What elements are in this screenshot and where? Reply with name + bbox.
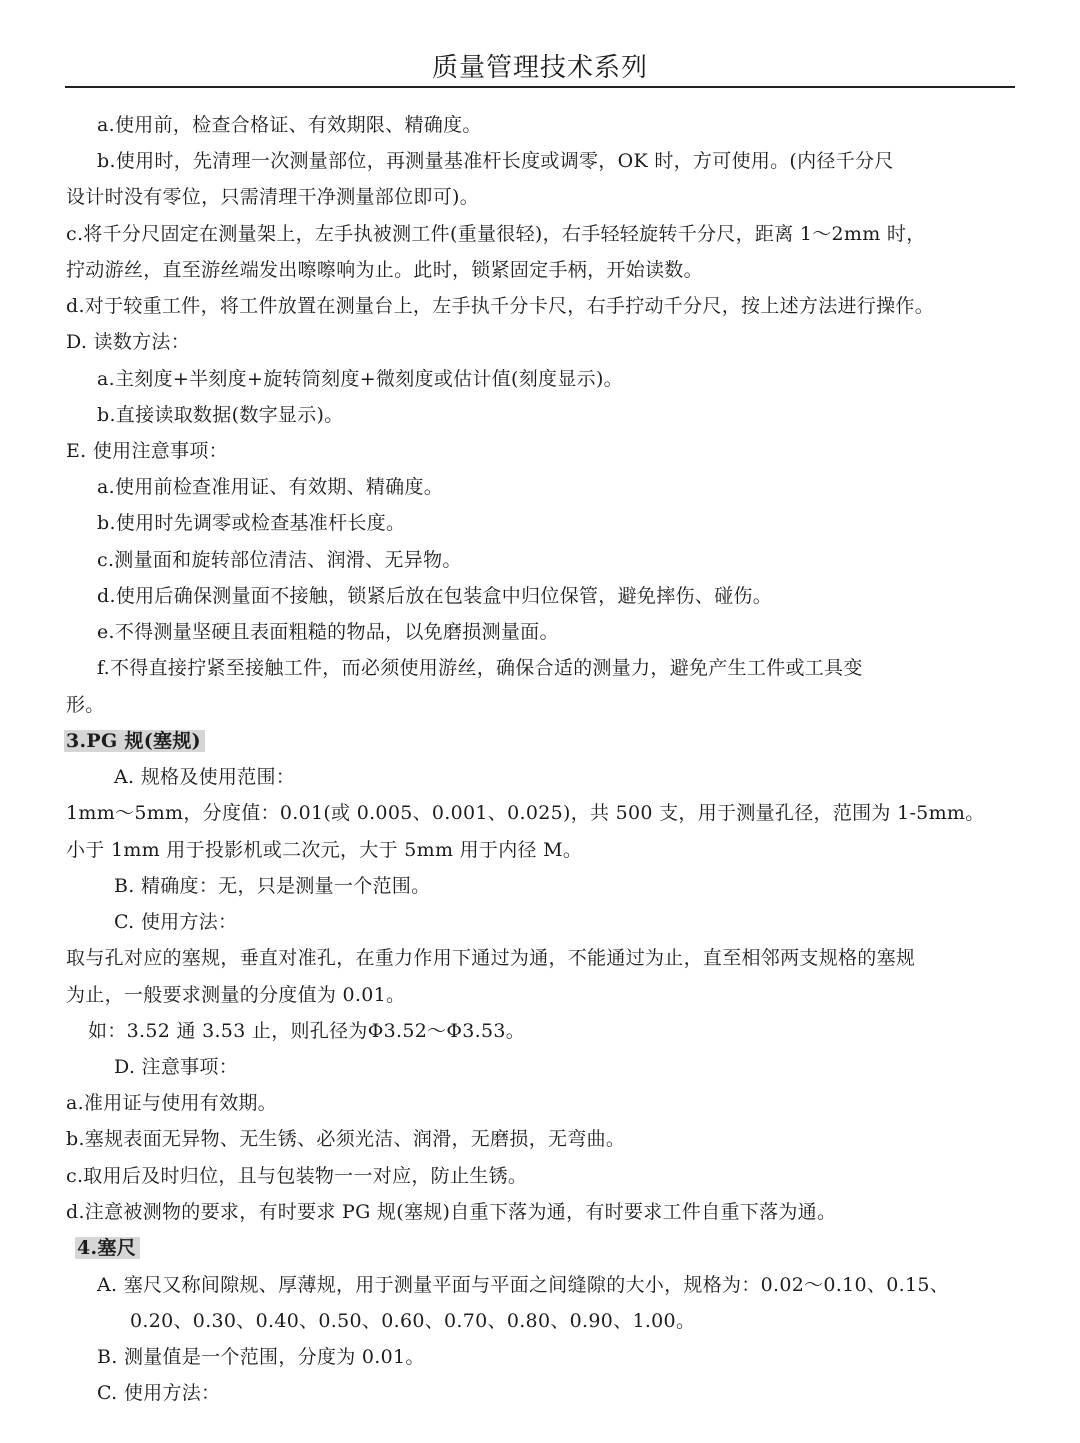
section-heading-e: E. 使用注意事项：	[66, 440, 228, 462]
text-line: f.不得直接拧紧至接触工件，而必须使用游丝，确保合适的测量力，避免产生工件或工具变	[97, 657, 863, 679]
section-heading-d: D. 读数方法：	[66, 331, 191, 353]
text-line: d.注意被测物的要求，有时要求 PG 规(塞规)自重下落为通，有时要求工件自重下落为通。	[66, 1201, 837, 1223]
text-line: 如：3.52 通 3.53 止，则孔径为Φ3.52～Φ3.53。	[88, 1020, 526, 1042]
text-line: 取与孔对应的塞规，垂直对准孔，在重力作用下通过为通，不能通过为止，直至相邻两支规格的塞规	[66, 947, 916, 969]
text-line: d.使用后确保测量面不接触，锁紧后放在包装盒中归位保管，避免摔伤、碰伤。	[97, 585, 773, 607]
subsection-heading: B. 精确度：无，只是测量一个范围。	[114, 875, 431, 897]
text-line: 小于 1mm 用于投影机或二次元，大于 5mm 用于内径 M。	[66, 839, 583, 861]
text-line: a.使用前，检查合格证、有效期限、精确度。	[97, 114, 482, 136]
header-divider	[65, 86, 1015, 88]
text-line: c.将千分尺固定在测量架上，左手执被测工件(重量很轻)，右手轻轻旋转千分尺，距离 1～2mm 时，	[66, 223, 926, 245]
subsection-heading: C. 使用方法：	[97, 1382, 221, 1404]
text-line: A. 塞尺又称间隙规、厚薄规，用于测量平面与平面之间缝隙的大小，规格为：0.02～0.10、0.15、	[97, 1274, 950, 1296]
text-line: c.取用后及时归位，且与包装物一一对应，防止生锈。	[66, 1165, 528, 1187]
page-header-title: 质量管理技术系列	[431, 53, 648, 83]
text-line: b.直接读取数据(数字显示)。	[97, 404, 344, 426]
text-line: B. 测量值是一个范围，分度为 0.01。	[97, 1346, 425, 1368]
subsection-heading: D. 注意事项：	[114, 1056, 239, 1078]
text-line: 0.20、0.30、0.40、0.50、0.60、0.70、0.80、0.90、1.00。	[130, 1310, 696, 1332]
text-line: 1mm～5mm，分度值：0.01(或 0.005、0.001、0.025)，共 500 支，用于测量孔径，范围为 1-5mm。	[66, 802, 985, 824]
text-line: e.不得测量坚硬且表面粗糙的物品，以免磨损测量面。	[97, 621, 559, 643]
text-line: a.主刻度+半刻度+旋转筒刻度+微刻度或估计值(刻度显示)。	[97, 368, 623, 390]
text-line: a.准用证与使用有效期。	[66, 1092, 277, 1114]
text-line: a.使用前检查准用证、有效期、精确度。	[97, 476, 444, 498]
subsection-heading: A. 规格及使用范围：	[114, 766, 296, 788]
text-line: b.使用时先调零或检查基准杆长度。	[97, 512, 406, 534]
text-line: 设计时没有零位，只需清理干净测量部位即可)。	[66, 186, 480, 208]
section-heading-feeler-gauge: 4.塞尺	[75, 1237, 140, 1259]
text-line: 拧动游丝，直至游丝端发出嚓嚓响为止。此时，锁紧固定手柄，开始读数。	[66, 259, 703, 281]
subsection-heading: C. 使用方法：	[114, 911, 238, 933]
text-line: d.对于较重工件，将工件放置在测量台上，左手执千分卡尺，右手拧动千分尺，按上述方法进行操作。	[66, 295, 935, 317]
text-line: 形。	[66, 694, 105, 716]
text-line: b.使用时，先清理一次测量部位，再测量基准杆长度或调零，OK 时，方可使用。(内径千分尺	[97, 150, 894, 172]
text-line: 为止，一般要求测量的分度值为 0.01。	[66, 984, 406, 1006]
section-heading-pg-gauge: 3.PG 规(塞规)	[64, 730, 205, 752]
text-line: c.测量面和旋转部位清洁、润滑、无异物。	[97, 549, 462, 571]
text-line: b.塞规表面无异物、无生锈、必须光洁、润滑，无磨损，无弯曲。	[66, 1128, 626, 1150]
